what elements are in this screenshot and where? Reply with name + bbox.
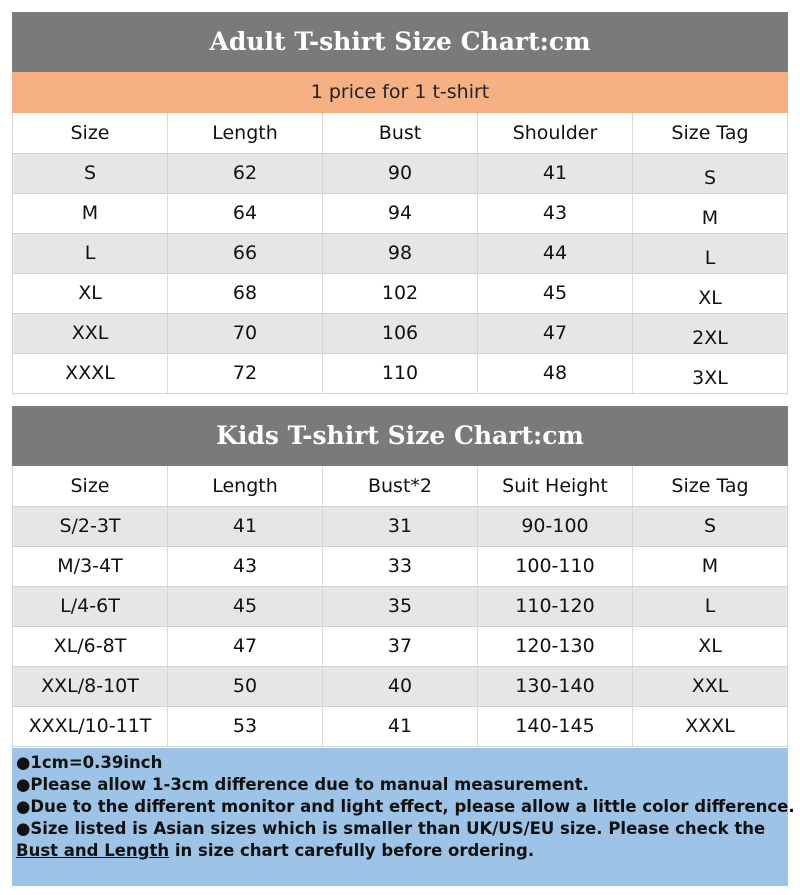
table-row xyxy=(13,313,788,353)
table-cell: 98 xyxy=(323,233,478,273)
table-cell: 41 xyxy=(478,153,633,193)
kids-header-row xyxy=(13,466,788,506)
table-cell: 90-100 xyxy=(478,506,633,546)
table-cell: 41 xyxy=(323,706,478,746)
table-cell: 110-120 xyxy=(478,586,633,626)
table-cell: 35 xyxy=(323,586,478,626)
table-cell: 33 xyxy=(323,546,478,586)
table-cell: 110 xyxy=(323,353,478,393)
table-cell: 94 xyxy=(323,193,478,233)
adult-header-row xyxy=(13,113,788,153)
adult-chart-title: Adult T-shirt Size Chart:cm xyxy=(12,12,788,72)
note-color: ●Due to the different monitor and light effect, please allow a little color difference. xyxy=(16,797,795,816)
table-cell: S/2-3T xyxy=(13,506,168,546)
table-cell: 140-145 xyxy=(478,706,633,746)
price-note: 1 price for 1 t-shirt xyxy=(12,72,788,113)
table-cell: 43 xyxy=(478,193,633,233)
table-cell: 120-130 xyxy=(478,626,633,666)
table-cell: XXXL xyxy=(13,353,168,393)
table-cell: 2XL xyxy=(633,313,788,353)
column-header: Bust*2 xyxy=(323,466,478,506)
note-measurement: ●Please allow 1-3cm difference due to manual measurement. xyxy=(16,775,589,794)
note-asian-sizes-text: ●Size listed is Asian sizes which is smaller than UK/US/EU size. Please check the xyxy=(16,819,766,838)
table-cell: XL xyxy=(633,273,788,313)
table-cell: M xyxy=(633,193,788,233)
table-row xyxy=(13,193,788,233)
table-row xyxy=(13,666,788,706)
table-cell: 50 xyxy=(168,666,323,706)
table-cell: S xyxy=(633,506,788,546)
table-row xyxy=(13,706,788,746)
column-header: Suit Height xyxy=(478,466,633,506)
table-cell: 106 xyxy=(323,313,478,353)
size-notes xyxy=(12,748,795,886)
column-header: Size Tag xyxy=(633,113,788,153)
table-cell: M/3-4T xyxy=(13,546,168,586)
table-cell: 68 xyxy=(168,273,323,313)
table-row xyxy=(13,506,788,546)
table-cell: XXXL xyxy=(633,706,788,746)
column-header: Size xyxy=(13,466,168,506)
table-cell: XL xyxy=(13,273,168,313)
note-conversion: ●1cm=0.39inch xyxy=(16,753,163,772)
table-cell: 47 xyxy=(478,313,633,353)
table-cell: XL/6-8T xyxy=(13,626,168,666)
column-header: Size Tag xyxy=(633,466,788,506)
table-cell: L xyxy=(633,233,788,273)
adult-size-table xyxy=(12,113,788,394)
table-cell: 130-140 xyxy=(478,666,633,706)
table-cell: L xyxy=(13,233,168,273)
table-cell: S xyxy=(633,153,788,193)
table-cell: XXXL/10-11T xyxy=(13,706,168,746)
table-cell: L/4-6T xyxy=(13,586,168,626)
table-cell: 44 xyxy=(478,233,633,273)
table-cell: 90 xyxy=(323,153,478,193)
table-cell: 40 xyxy=(323,666,478,706)
table-cell: 45 xyxy=(478,273,633,313)
table-row xyxy=(13,546,788,586)
table-cell: XXL xyxy=(13,313,168,353)
table-row xyxy=(13,353,788,393)
table-cell: 31 xyxy=(323,506,478,546)
column-header: Shoulder xyxy=(478,113,633,153)
table-cell: 48 xyxy=(478,353,633,393)
adult-size-chart xyxy=(12,12,788,394)
column-header: Size xyxy=(13,113,168,153)
column-header: Bust xyxy=(323,113,478,153)
table-row xyxy=(13,153,788,193)
table-cell: 3XL xyxy=(633,353,788,393)
table-cell: 100-110 xyxy=(478,546,633,586)
table-cell: 66 xyxy=(168,233,323,273)
table-cell: L xyxy=(633,586,788,626)
table-row xyxy=(13,273,788,313)
note-asian-sizes xyxy=(16,818,784,862)
table-cell: 62 xyxy=(168,153,323,193)
table-cell: 70 xyxy=(168,313,323,353)
note-bust-length: Bust and Length xyxy=(16,841,170,860)
table-row xyxy=(13,586,788,626)
table-row xyxy=(13,626,788,666)
table-cell: 53 xyxy=(168,706,323,746)
table-cell: 64 xyxy=(168,193,323,233)
table-cell: 72 xyxy=(168,353,323,393)
column-header: Length xyxy=(168,113,323,153)
note-asian-sizes-end: in size chart carefully before ordering. xyxy=(169,841,535,860)
table-cell: 45 xyxy=(168,586,323,626)
kids-chart-title: Kids T-shirt Size Chart:cm xyxy=(12,406,788,466)
kids-size-chart xyxy=(12,406,788,747)
table-cell: M xyxy=(13,193,168,233)
table-cell: XXL xyxy=(633,666,788,706)
table-row xyxy=(13,233,788,273)
table-cell: 102 xyxy=(323,273,478,313)
table-cell: 43 xyxy=(168,546,323,586)
kids-size-table xyxy=(12,466,788,747)
table-cell: 37 xyxy=(323,626,478,666)
table-cell: S xyxy=(13,153,168,193)
table-cell: 47 xyxy=(168,626,323,666)
table-cell: M xyxy=(633,546,788,586)
table-cell: XXL/8-10T xyxy=(13,666,168,706)
table-cell: XL xyxy=(633,626,788,666)
table-cell: 41 xyxy=(168,506,323,546)
column-header: Length xyxy=(168,466,323,506)
